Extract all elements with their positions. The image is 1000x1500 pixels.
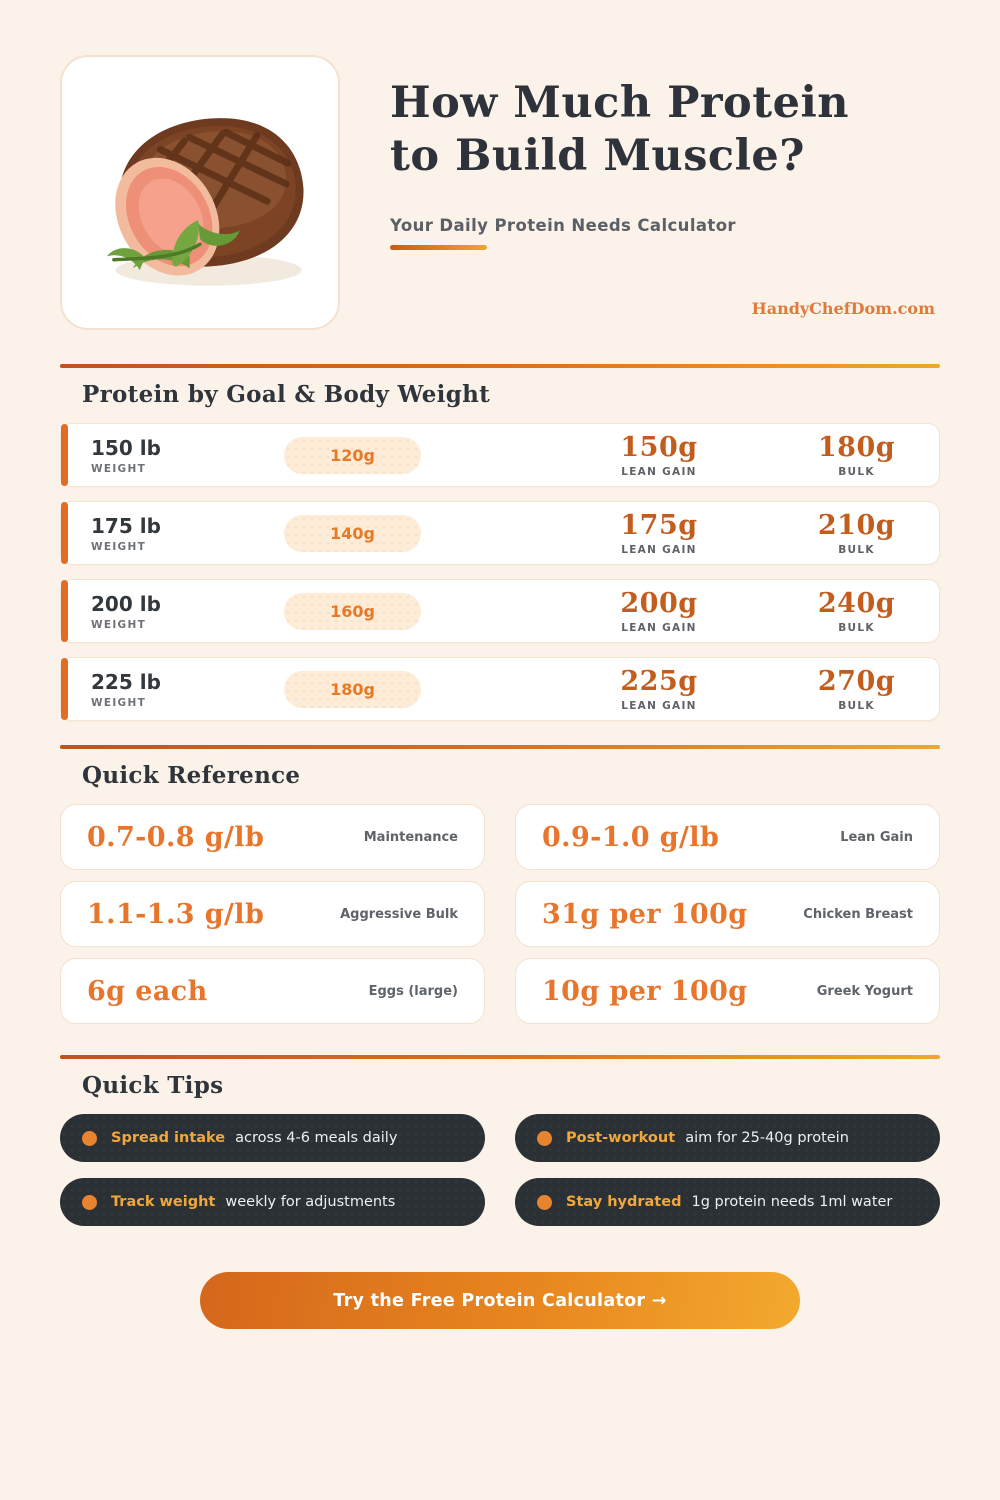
qr-value: 0.7-0.8 g/lb [87,821,265,853]
quick-reference-card [60,881,485,947]
subtitle-underline [390,245,487,250]
lean-gain-label: LEAN GAIN [621,466,697,478]
table-heading: Protein by Goal & Body Weight [82,381,491,408]
weight-label: WEIGHT [91,696,147,709]
quick-tips-heading: Quick Tips [82,1072,224,1099]
quick-reference-grid [60,804,940,1024]
tip-body: 1g protein needs 1ml water [691,1194,893,1210]
maintenance-pill: 140g [284,515,421,552]
weight-value: 225 lb [91,669,161,694]
lean-gain-value: 150g [620,432,698,463]
weight-label: WEIGHT [91,462,147,475]
tip-pill [60,1178,485,1226]
bulk-label: BULK [838,466,875,478]
tip-pill [60,1114,485,1162]
header-text-block [390,55,940,330]
weight-cell [91,670,284,709]
quick-reference-card [60,958,485,1024]
bullet-dot-icon [82,1195,97,1210]
tip-text [111,1130,397,1146]
weight-label: WEIGHT [91,618,147,631]
bulk-cell [804,432,909,478]
qr-value: 0.9-1.0 g/lb [542,821,720,853]
weight-value: 150 lb [91,435,161,460]
qr-label: Lean Gain [840,829,913,845]
qr-value: 6g each [87,975,208,1007]
page-title [390,77,940,184]
weight-value: 175 lb [91,513,161,538]
tip-lead: Post-workout [566,1130,681,1146]
site-credit[interactable]: HandyChefDom.com [751,299,935,318]
qr-label: Greek Yogurt [816,983,913,999]
qr-value: 10g per 100g [542,975,748,1007]
quick-reference-card [515,958,940,1024]
table-row [60,657,940,721]
lean-gain-value: 200g [620,588,698,619]
lean-gain-cell [514,432,804,478]
lean-gain-label: LEAN GAIN [621,544,697,556]
lean-gain-value: 175g [620,510,698,541]
weight-cell [91,514,284,553]
tip-text [111,1194,395,1210]
bulk-value: 240g [817,588,896,619]
qr-label: Maintenance [363,829,458,845]
tip-text [566,1130,849,1146]
weight-cell [91,592,284,631]
header [0,0,1000,330]
qr-label: Aggressive Bulk [340,906,458,922]
lean-gain-cell [514,588,804,634]
table-row [60,501,940,565]
lean-gain-cell [514,510,804,556]
steak-image-card [60,55,340,330]
bulk-cell [804,588,909,634]
tip-pill [515,1114,940,1162]
quick-reference-card [515,881,940,947]
maintenance-pill: 120g [284,437,421,474]
section-divider-quick-reference [60,745,940,749]
maintenance-cell [284,515,514,552]
quick-reference-card [515,804,940,870]
bullet-dot-icon [537,1131,552,1146]
tip-lead: Spread intake [111,1130,231,1146]
maintenance-cell [284,437,514,474]
table-row [60,423,940,487]
weight-cell [91,436,284,475]
bulk-label: BULK [838,700,875,712]
lean-gain-label: LEAN GAIN [621,700,697,712]
page-subtitle: Your Daily Protein Needs Calculator [390,215,736,235]
tip-body: aim for 25-40g protein [685,1130,849,1146]
qr-value: 31g per 100g [542,898,748,930]
lean-gain-value: 225g [620,666,698,697]
weight-value: 200 lb [91,591,161,616]
qr-label: Chicken Breast [803,906,913,922]
bulk-label: BULK [838,544,875,556]
steak-icon [88,87,312,299]
bullet-dot-icon [537,1195,552,1210]
page-title-line2: to Build Muscle? [390,131,805,182]
quick-tips-grid [60,1114,940,1226]
tip-body: weekly for adjustments [225,1194,396,1210]
bulk-value: 270g [817,666,896,697]
lean-gain-label: LEAN GAIN [621,622,697,634]
maintenance-pill: 180g [284,671,421,708]
table-row [60,579,940,643]
tip-body: across 4-6 meals daily [235,1130,398,1146]
tip-lead: Track weight [111,1194,221,1210]
bulk-value: 210g [817,510,896,541]
tip-text [566,1194,892,1210]
section-divider-table [60,364,940,368]
protein-calculator-cta-button[interactable]: Try the Free Protein Calculator → [200,1272,800,1329]
maintenance-pill: 160g [284,593,421,630]
maintenance-cell [284,593,514,630]
tip-lead: Stay hydrated [566,1194,687,1210]
bulk-value: 180g [817,432,896,463]
maintenance-cell [284,671,514,708]
page-title-line1: How Much Protein [390,78,850,128]
bulk-label: BULK [838,622,875,634]
bulk-cell [804,666,909,712]
tip-pill [515,1178,940,1226]
bullet-dot-icon [82,1131,97,1146]
lean-gain-cell [514,666,804,712]
qr-value: 1.1-1.3 g/lb [87,898,265,930]
qr-label: Eggs (large) [368,983,458,999]
quick-reference-card [60,804,485,870]
bulk-cell [804,510,909,556]
weight-label: WEIGHT [91,540,147,553]
section-divider-quick-tips [60,1055,940,1059]
quick-reference-heading: Quick Reference [82,762,301,789]
